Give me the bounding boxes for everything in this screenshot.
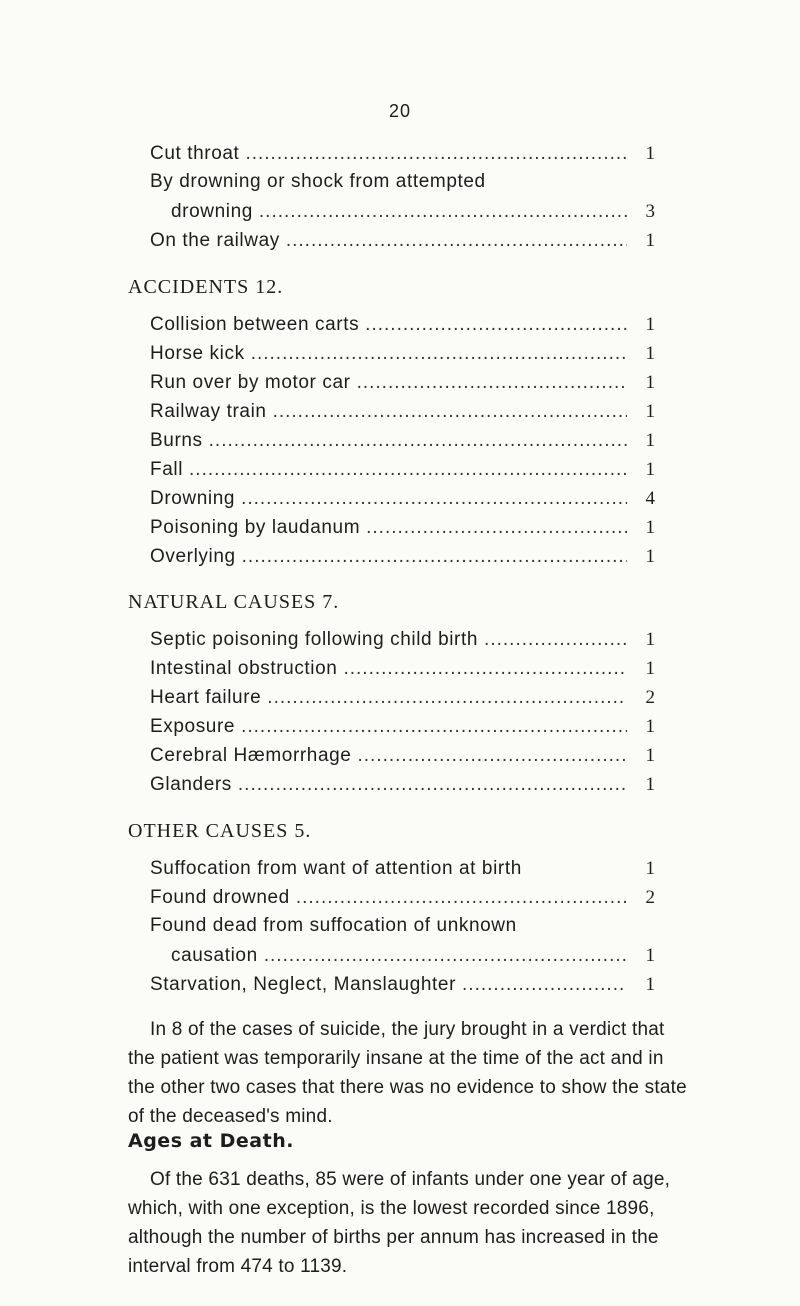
page-number: 20 xyxy=(388,101,412,121)
list-item xyxy=(150,313,655,337)
cause-count: 1 xyxy=(645,430,655,451)
cause-count: 3 xyxy=(645,201,655,222)
cause-label: Overlying xyxy=(150,546,236,567)
cause-count: 1 xyxy=(645,343,655,364)
cause-label: drowning xyxy=(171,201,253,222)
leader-dots xyxy=(242,545,627,569)
cause-label: Cerebral Hæmorrhage xyxy=(150,745,352,766)
paragraph-line: although the number of births per annum has increased in the xyxy=(128,1227,659,1248)
list-item xyxy=(171,200,655,224)
list-item xyxy=(150,773,655,797)
list-item xyxy=(150,458,655,482)
leader-dots xyxy=(267,686,627,710)
leader-dots xyxy=(273,400,627,424)
cause-label: Glanders xyxy=(150,774,232,795)
paragraph-suicide-verdicts xyxy=(128,1015,687,1131)
paragraph-line: Of the 631 deaths, 85 were of infants under one year of age, xyxy=(150,1169,671,1190)
cause-count: 1 xyxy=(645,517,655,538)
cause-label: Exposure xyxy=(150,716,236,737)
list-item xyxy=(171,944,655,968)
paragraph-line: the other two cases that there was no evidence to show the state xyxy=(128,1077,687,1098)
leader-dots xyxy=(264,944,627,968)
list-item xyxy=(150,715,655,739)
list-item xyxy=(150,914,517,938)
cause-label: Septic poisoning following child birth xyxy=(150,629,479,650)
list-item xyxy=(150,857,655,881)
leader-dots xyxy=(343,657,627,681)
list-item xyxy=(150,487,655,511)
paragraph-line: of the deceased's mind. xyxy=(128,1106,333,1127)
leader-dots xyxy=(259,200,627,224)
leader-dots xyxy=(245,142,627,166)
list-item xyxy=(150,229,655,253)
paragraph-ages-at-death xyxy=(128,1165,671,1281)
cause-label: causation xyxy=(171,945,258,966)
leader-dots xyxy=(209,429,627,453)
cause-count: 1 xyxy=(645,230,655,251)
cause-label: Railway train xyxy=(150,401,267,422)
section-heading-other-causes: OTHER CAUSES 5. xyxy=(128,820,312,842)
cause-count: 1 xyxy=(645,716,655,737)
leader-dots xyxy=(462,973,627,997)
list-item xyxy=(150,170,486,194)
leader-dots xyxy=(241,715,627,739)
cause-count: 1 xyxy=(645,745,655,766)
cause-count: 1 xyxy=(645,858,655,879)
cause-label: Fall xyxy=(150,459,184,480)
cause-label: Poisoning by laudanum xyxy=(150,517,361,538)
leader-dots xyxy=(357,744,627,768)
cause-count: 1 xyxy=(645,372,655,393)
section-heading-ages-at-death: Ages at Death. xyxy=(128,1130,294,1152)
cause-label: Horse kick xyxy=(150,343,245,364)
cause-label: Heart failure xyxy=(150,687,262,708)
leader-dots xyxy=(251,342,627,366)
list-item xyxy=(150,686,655,710)
cause-count: 1 xyxy=(645,546,655,567)
leader-dots xyxy=(296,886,627,910)
list-item xyxy=(150,886,655,910)
cause-label: Collision between carts xyxy=(150,314,360,335)
cause-count: 1 xyxy=(645,459,655,480)
leader-dots xyxy=(365,313,627,337)
cause-label: On the railway xyxy=(150,230,280,251)
cause-count: 1 xyxy=(645,314,655,335)
cause-count: 1 xyxy=(645,658,655,679)
list-item xyxy=(150,516,655,540)
leader-dots xyxy=(357,371,627,395)
cause-label: Starvation, Neglect, Manslaughter xyxy=(150,974,457,995)
list-item xyxy=(150,657,655,681)
cause-label: Cut throat xyxy=(150,143,240,164)
list-item xyxy=(150,973,655,997)
cause-label: By drowning or shock from attempted xyxy=(150,171,486,192)
leader-dots xyxy=(238,773,627,797)
cause-label: Found dead from suffocation of unknown xyxy=(150,915,517,936)
paragraph-line: which, with one exception, is the lowest recorded since 1896, xyxy=(128,1198,655,1219)
list-item xyxy=(150,744,655,768)
list-item xyxy=(150,371,655,395)
leader-dots xyxy=(189,458,627,482)
cause-count: 1 xyxy=(645,143,655,164)
list-item xyxy=(150,400,655,424)
cause-label: Suffocation from want of attention at birth xyxy=(150,858,522,879)
cause-count: 2 xyxy=(645,687,655,708)
cause-count: 1 xyxy=(645,401,655,422)
list-item xyxy=(150,545,655,569)
list-item xyxy=(150,342,655,366)
cause-count: 1 xyxy=(645,945,655,966)
cause-label: Burns xyxy=(150,430,203,451)
cause-label: Intestinal obstruction xyxy=(150,658,338,679)
cause-count: 1 xyxy=(645,774,655,795)
leader-dots xyxy=(286,229,627,253)
leader-dots xyxy=(241,487,627,511)
paragraph-line: interval from 474 to 1139. xyxy=(128,1256,348,1277)
paragraph-line: In 8 of the cases of suicide, the jury brought in a verdict that xyxy=(150,1019,665,1040)
section-heading-natural-causes: NATURAL CAUSES 7. xyxy=(128,591,340,613)
section-heading-accidents: ACCIDENTS 12. xyxy=(128,276,284,298)
leader-dots xyxy=(484,628,627,652)
leader-dots xyxy=(366,516,627,540)
cause-count: 1 xyxy=(645,974,655,995)
cause-label: Found drowned xyxy=(150,887,290,908)
list-item xyxy=(150,142,655,166)
cause-count: 2 xyxy=(645,887,655,908)
cause-count: 1 xyxy=(645,629,655,650)
paragraph-line: the patient was temporarily insane at the time of the act and in xyxy=(128,1048,664,1069)
list-item xyxy=(150,628,655,652)
cause-label: Drowning xyxy=(150,488,236,509)
list-item xyxy=(150,429,655,453)
cause-count: 4 xyxy=(645,488,655,509)
cause-label: Run over by motor car xyxy=(150,372,351,393)
